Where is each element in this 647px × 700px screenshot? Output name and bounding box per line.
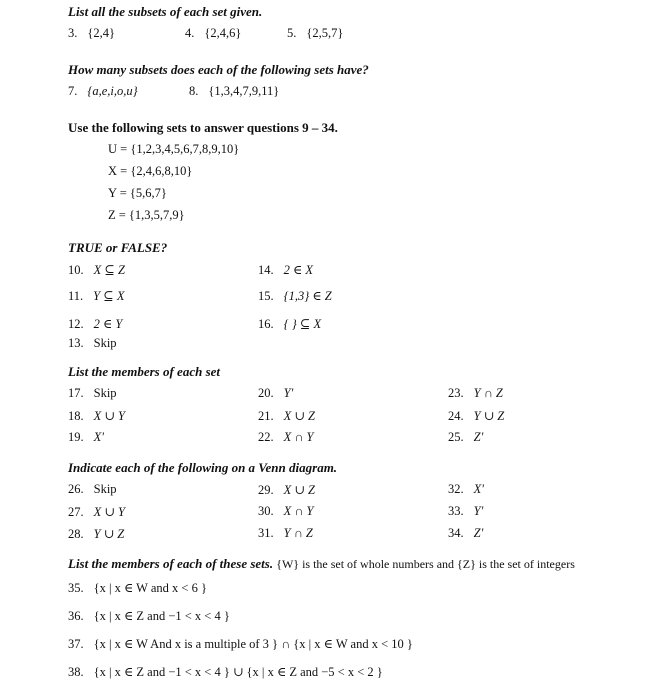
problem-29 [258, 482, 315, 498]
problem-text: Skip [93, 336, 117, 350]
problem-text: {2,4,6} [204, 26, 242, 40]
problem-12 [68, 316, 122, 332]
problem-19 [68, 430, 104, 445]
problem-5 [287, 26, 343, 41]
problem-number: 16. [258, 317, 274, 331]
section-title-count-subsets: How many subsets does each of the following sets have? [68, 62, 369, 77]
problem-36 [68, 608, 230, 624]
section-title-members-sets: List the members of each of these sets. [68, 556, 274, 571]
problem-text: { } ⊆ X [283, 317, 322, 331]
section-title-true-false: TRUE or FALSE? [68, 240, 168, 255]
problem-number: 36. [68, 609, 84, 623]
problem-number: 32. [448, 482, 464, 496]
problem-text: X ⊆ Z [93, 263, 125, 277]
problem-14 [258, 262, 313, 278]
problem-number: 3. [68, 26, 78, 40]
problem-text: Y' [473, 504, 484, 518]
problem-text: {2,5,7} [306, 26, 344, 40]
problem-23 [448, 386, 503, 401]
section-heading-members-sets [68, 556, 575, 572]
problem-text: X ∪ Y [93, 409, 125, 423]
problem-7 [68, 84, 138, 99]
problem-text: X ∩ Y [283, 504, 314, 518]
problem-3 [68, 26, 115, 41]
problem-text: X ∪ Z [283, 409, 315, 423]
problem-text: X ∩ Y [283, 430, 314, 444]
problem-text: X' [93, 430, 104, 444]
problem-number: 34. [448, 526, 464, 540]
problem-20 [258, 386, 293, 401]
problem-number: 23. [448, 386, 464, 400]
problem-number: 18. [68, 409, 84, 423]
section-title-use-sets: Use the following sets to answer questions 9 – 34. [68, 120, 338, 135]
problem-number: 10. [68, 263, 84, 277]
problem-number: 21. [258, 409, 274, 423]
problem-text: {1,3} ∈ Z [283, 289, 332, 303]
problem-text: {1,3,4,7,9,11} [208, 84, 280, 98]
problem-number: 11. [68, 289, 84, 303]
problem-number: 12. [68, 317, 84, 331]
section-title-subsets: List all the subsets of each set given. [68, 4, 263, 19]
problem-number: 20. [258, 386, 274, 400]
problem-text: Y ∩ Z [473, 386, 503, 400]
problem-number: 30. [258, 504, 274, 518]
problem-text: {x | x ∈ W and x < 6 } [93, 581, 207, 595]
problem-8 [189, 84, 279, 99]
problem-number: 25. [448, 430, 464, 444]
problem-4 [185, 26, 241, 41]
problem-text: 2 ∈ Y [93, 317, 123, 331]
problem-text: 2 ∈ X [283, 263, 314, 277]
set-definition-z: Z = {1,3,5,7,9} [108, 208, 185, 222]
set-definition-y: Y = {5,6,7} [108, 186, 167, 200]
problem-number: 33. [448, 504, 464, 518]
problem-number: 31. [258, 526, 274, 540]
problem-13 [68, 336, 117, 351]
problem-number: 5. [287, 26, 297, 40]
problem-38 [68, 664, 383, 680]
problem-25 [448, 430, 483, 445]
section-note: {W} is the set of whole numbers and {Z} is the set of integers [276, 557, 575, 571]
problem-text: {x | x ∈ Z and −1 < x < 4 } [93, 609, 230, 623]
problem-text: Z' [473, 526, 484, 540]
problem-17 [68, 386, 117, 401]
problem-26 [68, 482, 117, 497]
problem-number: 28. [68, 527, 84, 541]
problem-32 [448, 482, 484, 497]
problem-number: 8. [189, 84, 199, 98]
problem-number: 13. [68, 336, 84, 350]
problem-text: Skip [93, 386, 117, 400]
problem-text: X ∪ Z [283, 483, 315, 497]
problem-text: Y ∪ Z [473, 409, 505, 423]
problem-21 [258, 408, 315, 424]
problem-16 [258, 316, 321, 332]
problem-text: Skip [93, 482, 117, 496]
problem-24 [448, 408, 504, 424]
problem-34 [448, 526, 483, 541]
problem-number: 17. [68, 386, 84, 400]
problem-30 [258, 504, 314, 519]
problem-number: 29. [258, 483, 274, 497]
problem-number: 4. [185, 26, 195, 40]
problem-31 [258, 526, 313, 541]
problem-text: Y ⊆ X [93, 289, 125, 303]
problem-number: 14. [258, 263, 274, 277]
problem-text: Y ∩ Z [283, 526, 313, 540]
problem-text: X' [473, 482, 484, 496]
problem-10 [68, 262, 125, 278]
set-definition-x: X = {2,4,6,8,10} [108, 164, 193, 178]
problem-text: {2,4} [87, 26, 115, 40]
set-definition-u: U = {1,2,3,4,5,6,7,8,9,10} [108, 142, 240, 156]
problem-number: 7. [68, 84, 78, 98]
problem-33 [448, 504, 483, 519]
problem-number: 19. [68, 430, 84, 444]
problem-text: Y' [283, 386, 294, 400]
problem-text: Y ∪ Z [93, 527, 125, 541]
problem-number: 38. [68, 665, 84, 679]
problem-text: {x | x ∈ W And x is a multiple of 3 } ∩ {x | x ∈ W and x < 10 } [93, 637, 413, 651]
section-title-venn: Indicate each of the following on a Venn diagram. [68, 460, 338, 475]
problem-number: 26. [68, 482, 84, 496]
problem-number: 22. [258, 430, 274, 444]
problem-28 [68, 526, 124, 542]
problem-number: 24. [448, 409, 464, 423]
problem-text: {x | x ∈ Z and −1 < x < 4 } ∪ {x | x ∈ Z and −5 < x < 2 } [93, 665, 383, 679]
problem-35 [68, 580, 207, 596]
problem-15 [258, 288, 332, 304]
problem-22 [258, 430, 314, 445]
problem-37 [68, 636, 413, 652]
problem-27 [68, 504, 125, 520]
problem-number: 35. [68, 581, 84, 595]
problem-18 [68, 408, 125, 424]
problem-number: 27. [68, 505, 84, 519]
problem-number: 37. [68, 637, 84, 651]
problem-number: 15. [258, 289, 274, 303]
problem-11 [68, 288, 124, 304]
problem-text: Z' [473, 430, 484, 444]
problem-text: X ∪ Y [93, 505, 125, 519]
problem-text: {a,e,i,o,u} [87, 84, 138, 98]
section-title-list-members: List the members of each set [68, 364, 221, 379]
